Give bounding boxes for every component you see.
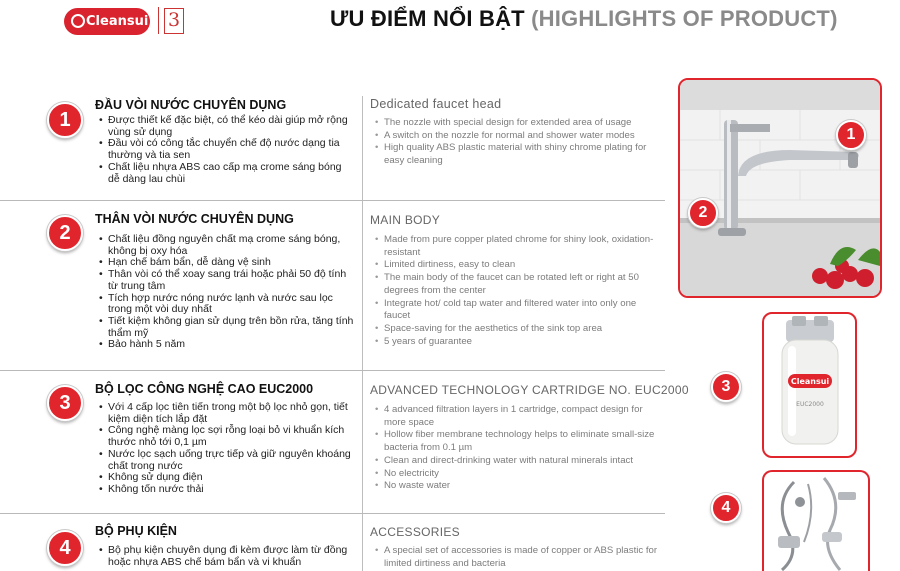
- bullet-vi: • Không sử dụng điện: [98, 472, 356, 484]
- bullet-en: • Integrate hot/ cold tap water and filtered water into only one faucet: [374, 298, 664, 323]
- feature-title-vi: BỘ LỌC CÔNG NGHỆ CAO EUC2000: [95, 382, 314, 396]
- bullet-vi: • Với 4 cấp lọc tiên tiến trong một bộ lọc nhỏ gọn, tiết kiệm diện tích lắp đặt: [98, 402, 356, 425]
- bullet-en: • Limited dirtiness, easy to clean: [374, 259, 664, 272]
- feature-bullets-vi: [98, 234, 356, 351]
- cartridge-illustration: [764, 314, 855, 456]
- bullet-vi: • Hạn chế bám bẩn, dễ dàng vệ sinh: [98, 257, 356, 269]
- bullet-en: • No waste water: [374, 480, 664, 493]
- bullet-en: • The nozzle with special design for extended area of usage: [374, 117, 664, 130]
- feature-title-en: Dedicated faucet head: [370, 97, 502, 111]
- feature-title-vi: BỘ PHỤ KIỆN: [95, 524, 177, 538]
- feature-number-badge: 4: [47, 530, 83, 566]
- feature-title-vi: THÂN VÒI NƯỚC CHUYÊN DỤNG: [95, 212, 294, 226]
- feature-bullets-vi: [98, 545, 356, 568]
- bullet-vi: • Tiết kiệm không gian sử dụng trên bồn rửa, tăng tính thẩm mỹ: [98, 316, 356, 339]
- bullet-vi: • Được thiết kế đặc biệt, có thể kéo dài giúp mở rộng vùng sử dụng: [98, 115, 356, 138]
- bullet-vi: • Chất liệu đồng nguyên chất mạ crome sáng bóng, không bị oxy hóa: [98, 234, 356, 257]
- feature-bullets-en: [374, 404, 664, 493]
- feature-title-en: ADVANCED TECHNOLOGY CARTRIDGE NO. EUC2000: [370, 383, 689, 397]
- feature-number-badge: 1: [47, 102, 83, 138]
- bullet-en: • Clean and direct-drinking water with natural minerals intact: [374, 455, 664, 468]
- bullet-vi: • Đầu vòi có công tắc chuyển chế độ nước dạng tia thường và tia sen: [98, 138, 356, 161]
- callout-badge: 3: [711, 372, 741, 402]
- page-title: [330, 6, 838, 32]
- bullet-vi: • Công nghệ màng lọc sợi rỗng loại bỏ vi khuẩn kích thước nhỏ tới 0,1 µm: [98, 425, 356, 448]
- feature-number-badge: 2: [47, 215, 83, 251]
- feature-bullets-en: [374, 117, 664, 168]
- feature-bullets-en: [374, 545, 664, 570]
- feature-bullets-vi: [98, 402, 356, 496]
- bullet-en: • A special set of accessories is made of copper or ABS plastic for limited dirtiness and bacteria: [374, 545, 664, 570]
- bullet-en: • A switch on the nozzle for normal and shower water modes: [374, 130, 664, 143]
- feature-number-badge: 3: [47, 385, 83, 421]
- brand-logo: [64, 8, 150, 35]
- callout-badge: 4: [711, 493, 741, 523]
- cartridge-photo: [762, 312, 857, 458]
- bullet-vi: • Chất liệu nhựa ABS cao cấp mạ crome sáng bóng dễ dàng lau chùi: [98, 162, 356, 185]
- callout-badge: 2: [688, 198, 718, 228]
- brand-name: Cleansui: [86, 14, 149, 29]
- header-divider: [158, 7, 159, 34]
- brand-mark-icon: [71, 14, 85, 28]
- bullet-en: • Hollow fiber membrane technology helps to eliminate small-size bacteria from 0.1 µm: [374, 429, 664, 454]
- faucet-photo: [678, 78, 882, 298]
- feature-bullets-en: [374, 234, 664, 348]
- bullet-en: • Space-saving for the aesthetics of the sink top area: [374, 323, 664, 336]
- feature-faucet-head: [0, 90, 665, 201]
- feature-title-en: ACCESSORIES: [370, 525, 460, 539]
- bullet-en: • Made from pure copper plated chrome for shiny look, oxidation-resistant: [374, 234, 664, 259]
- callout-badge: 1: [836, 120, 866, 150]
- feature-cartridge: [0, 371, 689, 514]
- bullet-vi: • Nước lọc sạch uống trực tiếp và giữ nguyên khoáng chất trong nước: [98, 449, 356, 472]
- page-number: 3: [164, 8, 184, 34]
- cartridge-brand-text: Cleansui: [790, 377, 830, 386]
- bullet-vi: • Thân vòi có thể xoay sang trái hoặc phải 50 độ tính từ trung tâm: [98, 269, 356, 292]
- accessories-illustration: [764, 472, 868, 571]
- feature-main-body: [0, 201, 665, 371]
- bullet-vi: • Bộ phụ kiện chuyên dụng đi kèm được làm từ đồng hoặc nhựa ABS chế bám bẩn và vi khuẩn: [98, 545, 356, 568]
- feature-accessories: [0, 514, 665, 571]
- bullet-vi: • Không tốn nước thải: [98, 484, 356, 496]
- accessories-photo: [762, 470, 870, 571]
- bullet-en: • 5 years of guarantee: [374, 336, 664, 349]
- bullet-vi: • Bảo hành 5 năm: [98, 339, 356, 351]
- faucet-illustration: [680, 80, 880, 296]
- bullet-en: • The main body of the faucet can be rotated left or right at 50 degrees from the center: [374, 272, 664, 297]
- cartridge-model-text: EUC2000: [796, 401, 824, 408]
- bullet-en: • High quality ABS plastic material with shiny chrome plating for easy cleaning: [374, 142, 664, 167]
- bullet-en: • 4 advanced filtration layers in 1 cartridge, compact design for more space: [374, 404, 664, 429]
- feature-bullets-vi: [98, 115, 356, 185]
- page-title-vi: ƯU ĐIỂM NỔI BẬT: [330, 6, 525, 31]
- feature-title-en: MAIN BODY: [370, 213, 441, 227]
- bullet-vi: • Tích hợp nước nóng nước lạnh và nước sau lọc trong một vòi duy nhất: [98, 293, 356, 316]
- page-title-en: (HIGHLIGHTS OF PRODUCT): [531, 6, 838, 31]
- feature-title-vi: ĐẦU VÒI NƯỚC CHUYÊN DỤNG: [95, 98, 287, 112]
- bullet-en: • No electricity: [374, 468, 664, 481]
